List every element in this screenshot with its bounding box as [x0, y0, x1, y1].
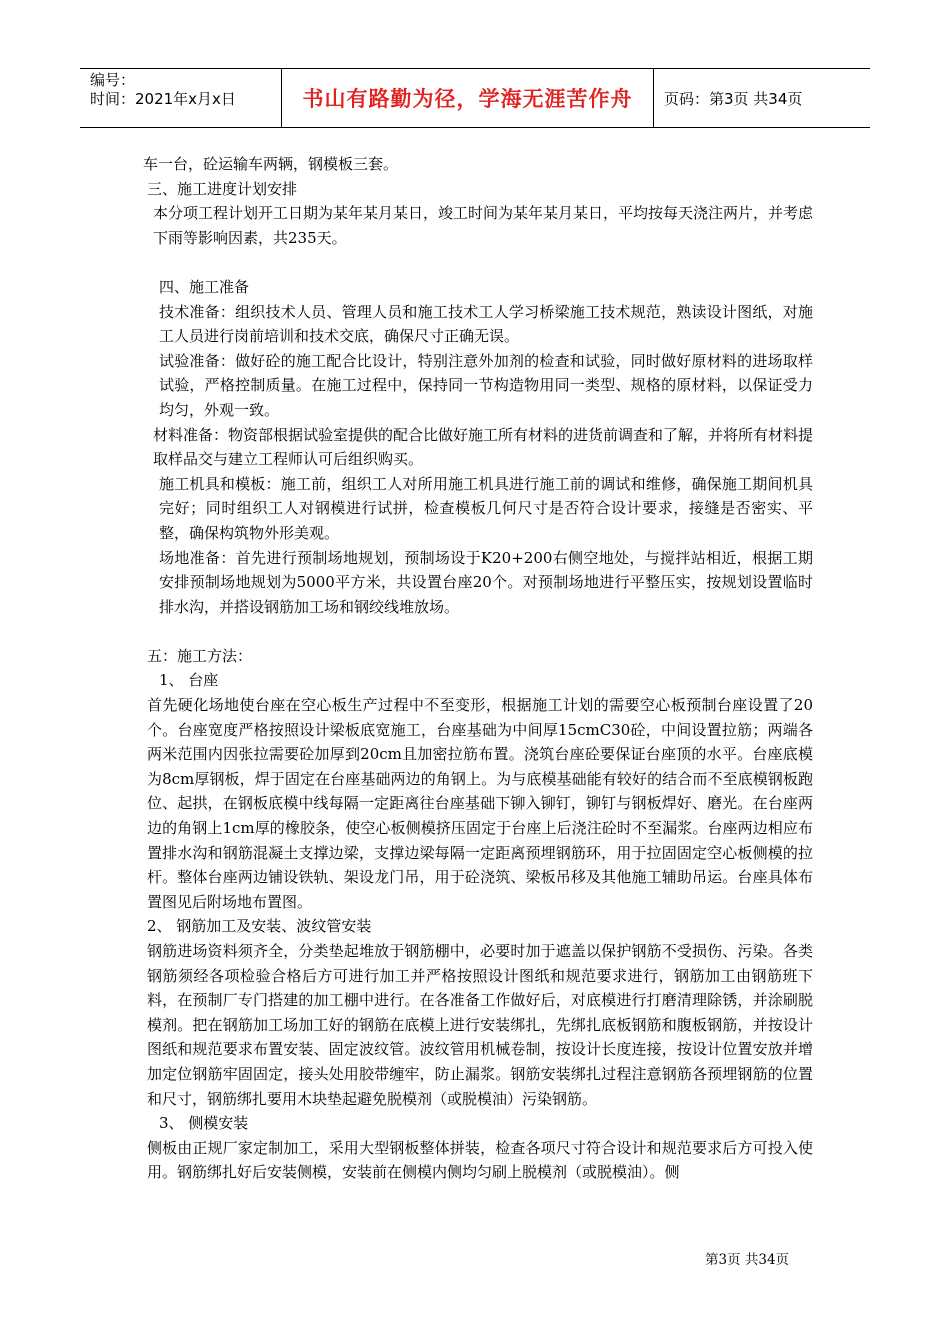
paragraph: 施工机具和模板：施工前，组织工人对所用施工机具进行施工前的调试和维修，确保施工期间机具完好；同时组织工人对钢模进行试拼，检查模板几何尺寸是否符合设计要求，接缝是否密实、平整，确保构筑物外形美观。 [159, 474, 813, 542]
header-meta [80, 69, 282, 127]
page-footer: 第3页 共34页 [705, 1252, 790, 1268]
document-number-label: 编号： [90, 71, 136, 89]
section-heading: 三、施工进度计划安排 [147, 179, 298, 198]
paragraph: 车一台，砼运输车两辆，钢模板三套。 [143, 155, 399, 173]
subsection-heading: 2、 钢筋加工及安装、波纹管安装 [147, 917, 372, 936]
blank-line [143, 250, 813, 275]
document-date: 时间：2021年x月x日 [90, 90, 236, 108]
paragraph: 侧板由正规厂家定制加工，采用大型钢板整体拼装，检查各项尺寸符合设计和规范要求后方可投入使用。钢筋绑扎好后安装侧模，安装前在侧模内侧均匀刷上脱模剂（或脱模油）。侧 [147, 1138, 813, 1182]
section-heading: 五：施工方法： [147, 646, 253, 665]
header-page-code: 页码：第3页 共34页 [664, 89, 803, 108]
subsection-heading: 1、 台座 [159, 671, 219, 690]
paragraph: 场地准备：首先进行预制场地规划，预制场设于K20+200右侧空地处，与搅拌站相近，根据工期安排预制场地规划为5000平方米，共设置台座20个。对预制场地进行平整压实，按规划设置临时排水沟，并搭设钢筋加工场和钢绞线堆放场。 [159, 548, 813, 616]
paragraph: 材料准备：物资部根据试验室提供的配合比做好施工所有材料的进货前调查和了解，并将所有材料提取样品交与建立工程师认可后组织购买。 [153, 425, 814, 469]
blank-line [143, 619, 813, 644]
paragraph: 技术准备：组织技术人员、管理人员和施工技术工人学习桥梁施工技术规范，熟读设计图纸，对施工人员进行岗前培训和技术交底，确保尺寸正确无误。 [159, 302, 813, 346]
subsection-heading: 3、 侧模安装 [159, 1114, 249, 1133]
paragraph: 钢筋进场资料须齐全，分类垫起堆放于钢筋棚中，必要时加于遮盖以保护钢筋不受损伤、污染。各类钢筋须经各项检验合格后方可进行加工并严格按照设计图纸和规范要求进行，钢筋加工由钢筋班下料，在预制厂专门搭建的加工棚中进行。在各准备工作做好后，对底模进行打磨清理除锈，并涂刷脱模剂。把在钢筋加工场加工好的钢筋在底模上进行安装绑扎，先绑扎底板钢筋和腹板钢筋，并按设计图纸和规范要求布置安装、固定波纹管。波纹管用机械卷制，按设计长度连接，按设计位置安放并增加定位钢筋牢固固定，接头处用胶带缠牢，防止漏浆。钢筋安装绑扎过程注意钢筋各预埋钢筋的位置和尺寸，钢筋绑扎要用木块垫起避免脱模剂（或脱模油）污染钢筋。 [147, 942, 813, 1108]
paragraph: 试验准备：做好砼的施工配合比设计，特别注意外加剂的检查和试验，同时做好原材料的进场取样试验，严格控制质量。在施工过程中，保持同一节构造物用同一类型、规格的原材料，以保证受力均匀，外观一致。 [159, 351, 813, 419]
page-header [80, 68, 870, 128]
paragraph: 本分项工程计划开工日期为某年某月某日，竣工时间为某年某月某日，平均按每天浇注两片，并考虑下雨等影响因素，共235天。 [153, 204, 814, 247]
header-motto: 书山有路勤为径，学海无涯苦作舟 [282, 69, 654, 127]
document-body [143, 152, 813, 1185]
paragraph: 首先硬化场地使台座在空心板生产过程中不至变形，根据施工计划的需要空心板预制台座设置了20个。台座宽度严格按照设计梁板底宽施工，台座基础为中间厚15cmC30砼，中间设置拉筋；两端各两米范围内因张拉需要砼加厚到20cm且加密拉筋布置。浇筑台座砼要保证台座顶的水平。台座底模为8cm厚钢板，焊于固定在台座基础两边的角钢上。为与底模基础能有较好的结合而不至底模钢板跑位、起拱，在钢板底模中线每隔一定距离往台座基础下铆入铆钉，铆钉与钢板焊好、磨光。在台座两边的角钢上1cm厚的橡胶条，使空心板侧模挤压固定于台座上后浇注砼时不至漏浆。台座两边相应布置排水沟和钢筋混凝土支撑边梁，支撑边梁每隔一定距离预埋钢筋环，用于拉固固定空心板侧模的拉杆。整体台座两边铺设铁轨、架设龙门吊，用于砼浇筑、梁板吊移及其他施工辅助吊运。台座具体布置图见后附场地布置图。 [147, 696, 813, 911]
section-heading: 四、施工准备 [159, 277, 250, 296]
